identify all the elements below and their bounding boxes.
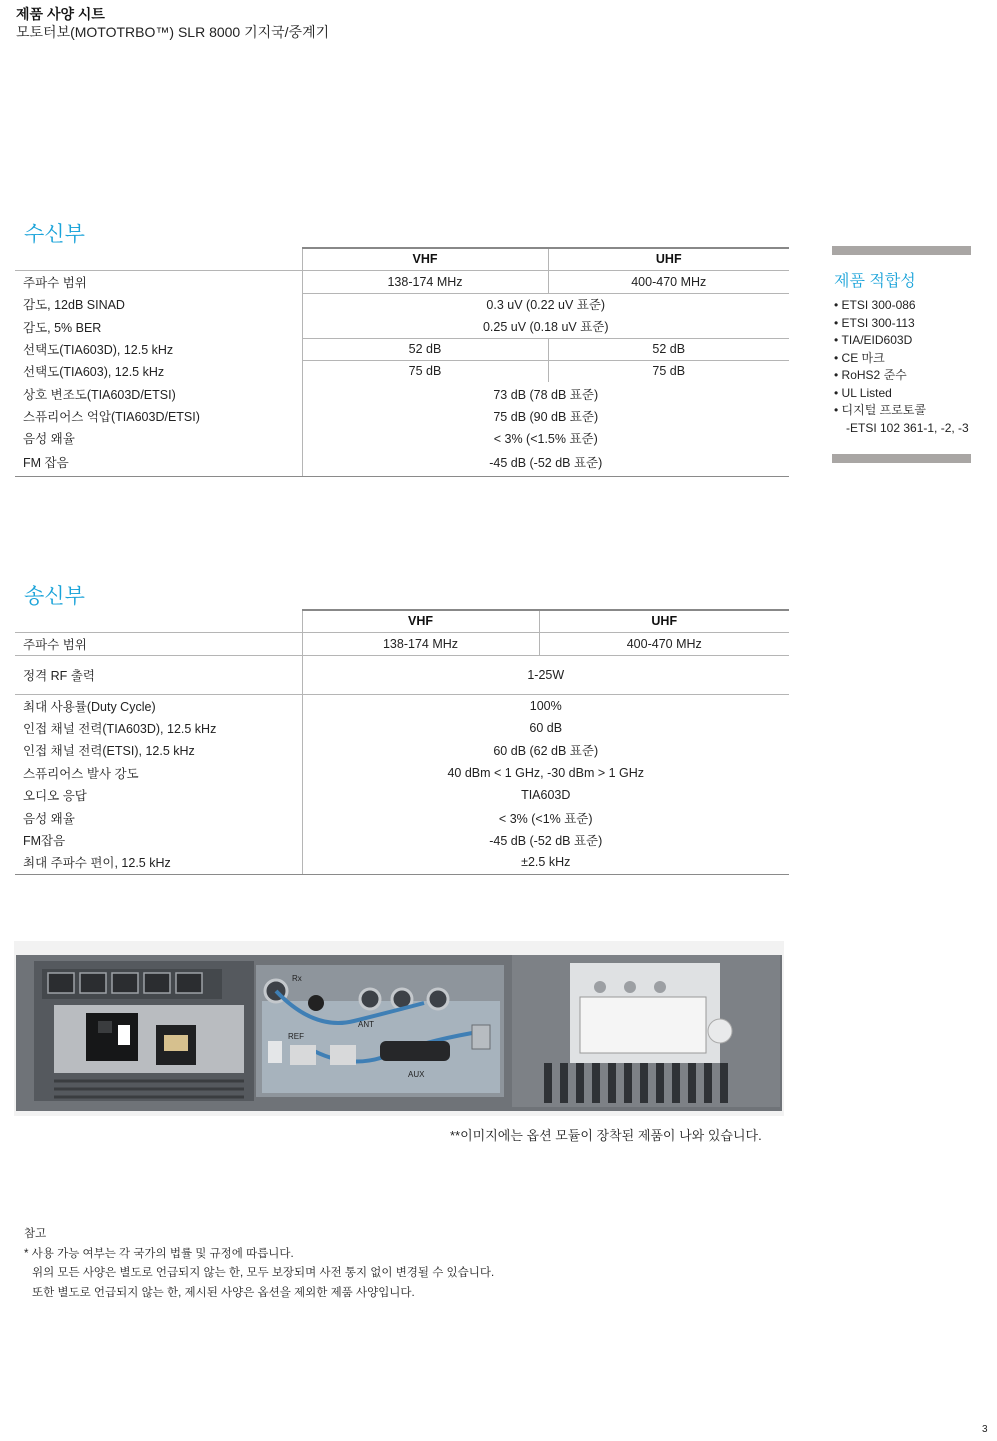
list-item: • UL Listed	[834, 385, 926, 403]
aux-port-label: AUX	[408, 1070, 425, 1079]
row-label: 상호 변조도(TIA603D/ETSI)	[15, 382, 302, 405]
table-row	[15, 632, 789, 655]
row-label: FM 잡음	[15, 449, 302, 476]
row-value: 100%	[529, 698, 562, 713]
compliance-top-bar	[832, 246, 971, 255]
notes-line: 위의 모든 사양은 별도로 언급되지 않는 한, 모두 보장되며 사전 통지 없이 변경될 수 있습니다.	[32, 1267, 495, 1279]
usb-port	[268, 1041, 282, 1063]
row-label: 선택도(TIA603D), 12.5 kHz	[23, 343, 174, 357]
row-value: 0.25 uV (0.18 uV 표준)	[302, 315, 789, 338]
notes-heading: 참고	[24, 1228, 47, 1240]
row-value: 60 dB	[529, 721, 563, 735]
lan-ethernet-port	[330, 1045, 356, 1065]
table-header-row	[15, 610, 789, 632]
uhf-value: 400-470 MHz	[539, 632, 789, 655]
row-label: 선택도(TIA603), 12.5 kHz	[23, 365, 165, 379]
table-row	[15, 655, 789, 694]
table-row	[15, 806, 789, 829]
row-value: 75 dB (90 dB 표준)	[493, 410, 599, 424]
table-row	[15, 293, 789, 315]
table-header-row	[15, 248, 789, 270]
table-row	[15, 784, 789, 806]
list-item: • ETSI 300-086	[834, 297, 926, 315]
uhf-value: 52 dB	[548, 338, 789, 360]
uhf-value: 75 dB	[548, 360, 789, 382]
document-title: 제품 사양 시트	[16, 6, 105, 22]
photo-caption: **이미지에는 옵션 모듈이 장착된 제품이 나와 있습니다.	[450, 1128, 762, 1143]
row-value: < 3% (<1% 표준)	[498, 811, 593, 826]
table-row	[15, 739, 789, 761]
page-number: 3	[982, 1424, 988, 1435]
row-value: -45 dB (-52 dB 표준)	[302, 449, 789, 476]
list-item: • ETSI 300-113	[834, 315, 926, 333]
row-label: 스퓨리어스 억압(TIA603D/ETSI)	[15, 405, 302, 427]
row-label: 최대 사용률(Duty Cycle)	[15, 694, 302, 717]
ant-port-label: ANT	[358, 1020, 374, 1029]
list-item: • CE 마크	[834, 350, 926, 368]
list-item: • RoHS2 준수	[834, 367, 926, 385]
receiver-heading: 수신부	[24, 223, 85, 246]
row-value: 1-25W	[302, 655, 789, 694]
table-row	[15, 427, 789, 449]
compliance-sub-item: -ETSI 102 361-1, -2, -3	[846, 421, 969, 435]
row-value: -45 dB (-52 dB 표준)	[489, 834, 603, 848]
document-subtitle: 모토터보(MOTOTRBO™) SLR 8000 기지국/중계기	[16, 24, 330, 40]
row-value: 60 dB (62 dB 표준)	[493, 744, 599, 758]
notes-line: 또한 별도로 언급되지 않는 한, 제시된 사양은 옵션을 제외한 제품 사양입니다.	[32, 1286, 415, 1299]
row-label: 인접 채널 전력(TIA603D), 12.5 kHz	[15, 717, 302, 739]
table-row	[15, 382, 789, 405]
uhf-value: 400-470 MHz	[548, 270, 789, 293]
table-row	[15, 315, 789, 338]
table-row	[15, 270, 789, 293]
column-header-vhf: VHF	[302, 248, 548, 270]
ref-ethernet-port	[290, 1045, 316, 1065]
row-value: 0.3 uV (0.22 uV 표준)	[486, 298, 606, 313]
ref-port-label: REF	[288, 1032, 304, 1041]
receiver-spec-table	[15, 247, 789, 477]
row-label: 음성 왜율	[15, 806, 302, 829]
table-row	[15, 405, 789, 427]
row-value: ±2.5 kHz	[302, 851, 789, 874]
notes-section	[24, 1225, 494, 1303]
row-label: 주파수 범위	[23, 275, 87, 290]
vhf-value: 52 dB	[302, 338, 548, 360]
power-inlet	[86, 1013, 138, 1061]
table-row	[15, 851, 789, 874]
compliance-title: 제품 적합성	[834, 273, 916, 290]
column-header-vhf: VHF	[302, 610, 539, 632]
row-label: 음성 왜율	[15, 427, 302, 449]
compliance-list	[834, 297, 926, 420]
table-row	[15, 717, 789, 739]
row-value: 73 dB (78 dB 표준)	[493, 387, 599, 402]
rx-port-label: Rx	[292, 974, 302, 983]
column-header-uhf: UHF	[539, 610, 789, 632]
row-value: < 3% (<1.5% 표준)	[493, 432, 598, 446]
row-label: 감도, 12dB SINAD	[15, 293, 302, 315]
row-label: 정격 RF 출력	[15, 655, 302, 694]
table-row	[15, 694, 789, 717]
notes-line: * 사용 가능 여부는 각 국가의 법률 및 규정에 따릅니다.	[24, 1247, 294, 1260]
row-label: 오디오 응답	[15, 784, 302, 806]
vhf-value: 75 dB	[302, 360, 548, 382]
transmitter-heading: 송신부	[24, 585, 85, 608]
compliance-bottom-bar	[832, 454, 971, 463]
transmitter-spec-table	[15, 609, 789, 875]
table-row	[15, 761, 789, 784]
power-panel	[54, 1005, 244, 1073]
table-row	[15, 449, 789, 476]
list-item: • 디지털 프로토콜	[834, 402, 926, 420]
column-header-uhf: UHF	[548, 248, 789, 270]
list-item: • TIA/EID603D	[834, 332, 926, 350]
row-label: FM잡음	[15, 829, 302, 851]
table-row	[15, 338, 789, 360]
row-label: 스퓨리어스 발사 강도	[15, 761, 302, 784]
row-value: 40 dBm < 1 GHz, -30 dBm > 1 GHz	[447, 765, 645, 780]
row-label: 주파수 범위	[15, 632, 302, 655]
aux-connector	[380, 1041, 450, 1061]
table-row	[15, 360, 789, 382]
table-row	[15, 829, 789, 851]
row-label: 인접 채널 전력(ETSI), 12.5 kHz	[15, 739, 302, 761]
row-label: 최대 주파수 편이, 12.5 kHz	[15, 851, 302, 874]
row-value: TIA603D	[521, 788, 571, 802]
product-photo	[14, 941, 784, 1116]
row-label: 감도, 5% BER	[15, 315, 302, 338]
vhf-value: 138-174 MHz	[302, 270, 548, 293]
vhf-value: 138-174 MHz	[302, 632, 539, 655]
